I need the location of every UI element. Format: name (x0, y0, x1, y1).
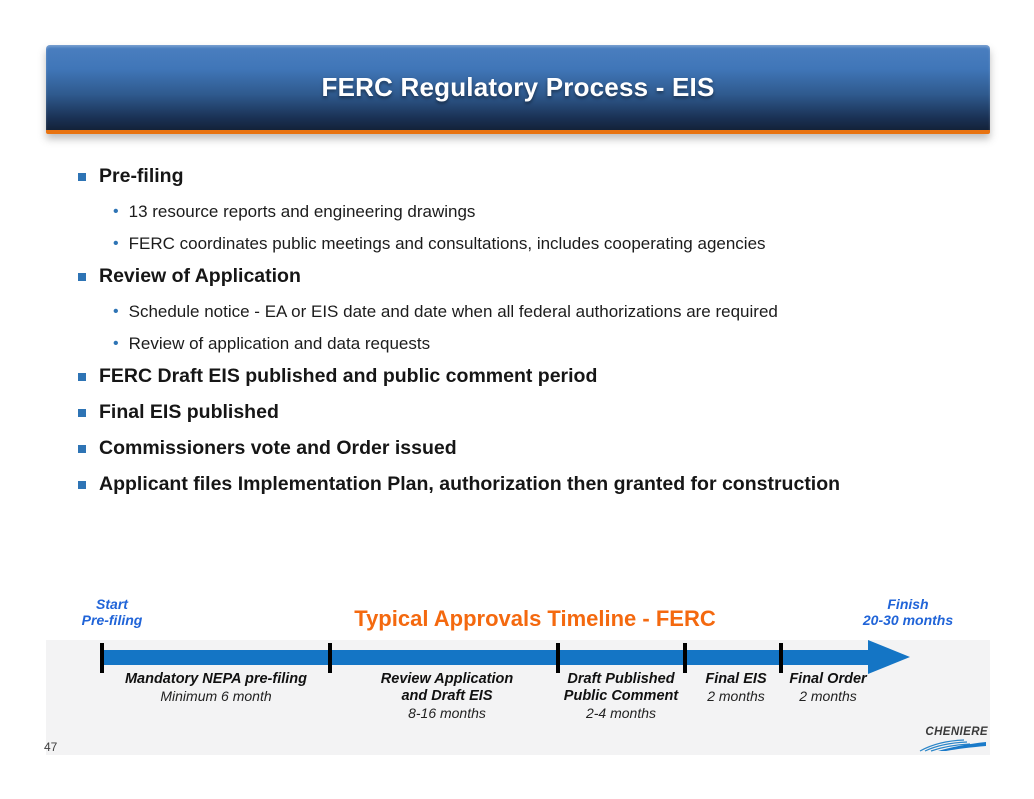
phase-name: Review Application (380, 671, 514, 687)
timeline-tick (100, 643, 104, 673)
list-item (75, 363, 967, 390)
square-bullet-icon (78, 373, 86, 381)
list-item-label: FERC Draft EIS published and public comment period (99, 365, 598, 387)
square-bullet-icon (78, 409, 86, 417)
timeline-tick (779, 643, 783, 673)
list-item (75, 435, 967, 462)
list-subitem-label: Review of application and data requests (128, 334, 431, 353)
phase-duration: 2 months (799, 688, 857, 704)
list-subitem (75, 331, 967, 356)
timeline-heading: Typical Approvals Timeline - FERC (354, 606, 716, 631)
timeline-arrowhead-icon (868, 640, 910, 674)
phase-duration: 8-16 months (408, 705, 486, 721)
timeline-tick (328, 643, 332, 673)
start-label-line1: Start (96, 596, 128, 612)
list-item (75, 471, 967, 498)
logo-text: CHENIERE (925, 726, 988, 738)
list-subitem (75, 231, 967, 256)
cheniere-logo (918, 726, 988, 752)
cheniere-swoosh-icon (918, 739, 988, 752)
page-number: 47 (44, 740, 58, 754)
list-item-label: Final EIS published (99, 401, 279, 423)
timeline-tick (556, 643, 560, 673)
phase-name: Draft Published (567, 671, 675, 687)
list-item (75, 399, 967, 426)
list-item (75, 163, 967, 190)
list-item-label: Review of Application (99, 265, 301, 287)
timeline-phase (770, 671, 886, 705)
start-label-line2: Pre-filing (81, 612, 143, 628)
list-subitem (75, 199, 967, 224)
list-subitem (75, 299, 967, 324)
round-bullet-icon: • (113, 335, 119, 352)
phase-name: Public Comment (563, 688, 679, 704)
phase-name: Mandatory NEPA pre-filing (124, 671, 308, 687)
square-bullet-icon (78, 445, 86, 453)
timeline-start-label (42, 596, 182, 628)
square-bullet-icon (78, 173, 86, 181)
phase-duration: Minimum 6 month (160, 688, 272, 704)
timeline-phase (102, 671, 330, 705)
list-item (75, 263, 967, 290)
phase-name: and Draft EIS (401, 688, 493, 704)
round-bullet-icon: • (113, 303, 119, 320)
list-subitem-label: Schedule notice - EA or EIS date and date when all federal authorizations are required (128, 302, 778, 321)
phase-duration: 2-4 months (585, 705, 657, 721)
list-subitem-label: 13 resource reports and engineering drawings (128, 202, 476, 221)
square-bullet-icon (78, 273, 86, 281)
square-bullet-icon (78, 481, 86, 489)
list-item-label: Applicant files Implementation Plan, authorization then granted for construction (99, 473, 841, 495)
list-item-label: Commissioners vote and Order issued (99, 437, 457, 459)
phase-name: Final Order (789, 671, 867, 687)
bullet-list (75, 163, 967, 507)
finish-label-line2: 20-30 months (862, 612, 954, 628)
list-subitem-label: FERC coordinates public meetings and consultations, includes cooperating agencies (128, 234, 766, 253)
round-bullet-icon: • (113, 235, 119, 252)
timeline-tick (683, 643, 687, 673)
phase-name: Final EIS (705, 671, 767, 687)
timeline-arrow (102, 650, 868, 665)
finish-label-line1: Finish (887, 596, 929, 612)
timeline-finish-label (838, 596, 978, 628)
round-bullet-icon: • (113, 203, 119, 220)
phase-duration: 2 months (707, 688, 765, 704)
page-title: FERC Regulatory Process - EIS (321, 72, 715, 102)
list-item-label: Pre-filing (99, 165, 184, 187)
title-banner (46, 45, 990, 134)
